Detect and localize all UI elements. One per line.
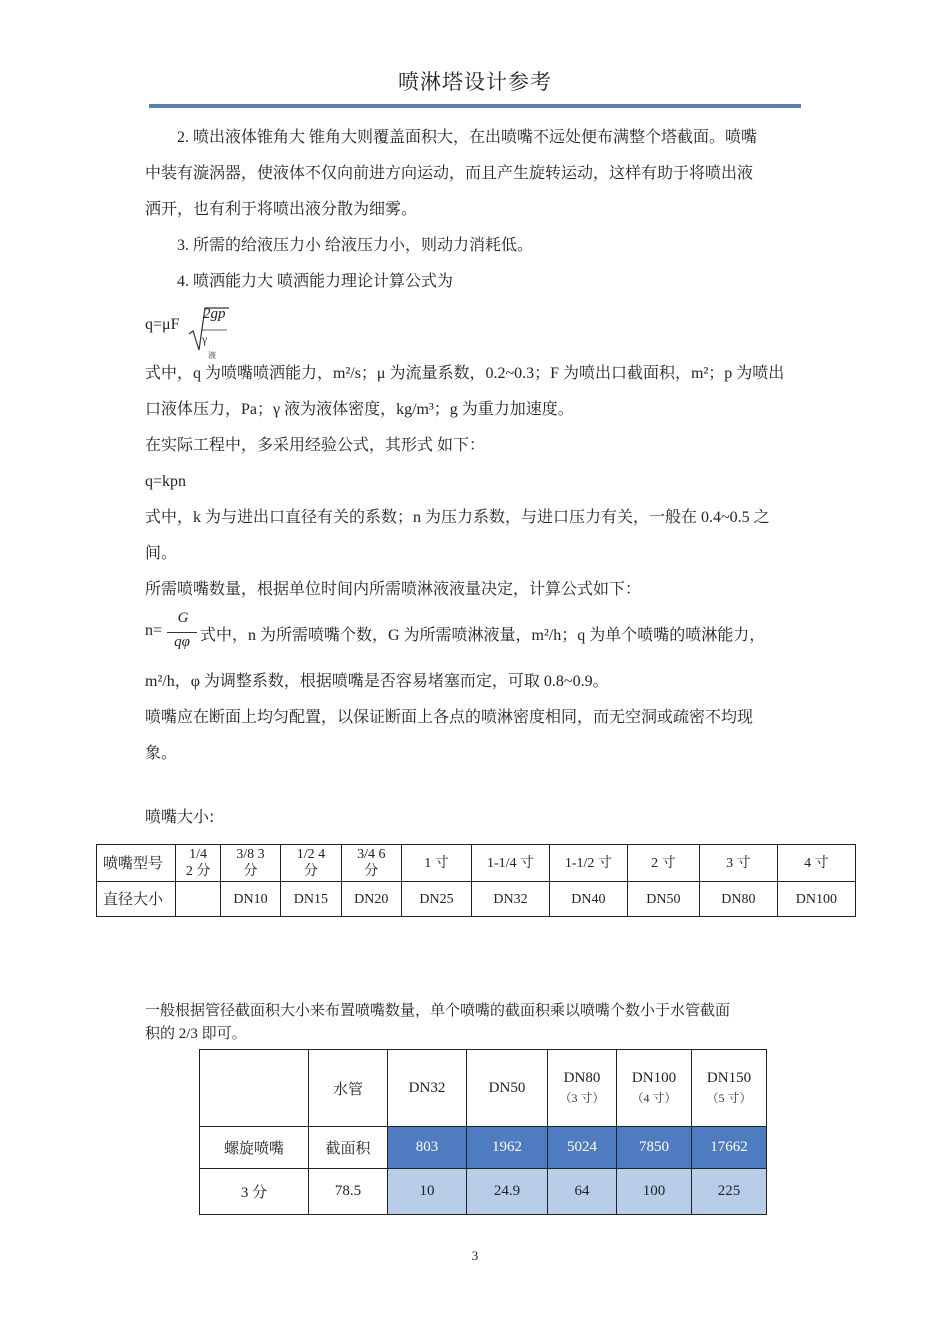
nozzle-size-table (96, 844, 856, 917)
table-cell-empty (200, 1050, 309, 1127)
table-cell: 1962 (467, 1127, 548, 1169)
table-cell: DN15 (281, 882, 341, 917)
paragraph-line: 所需喷嘴数量，根据单位时间内所需喷淋液液量决定，计算公式如下： (145, 581, 642, 598)
table-cell: 水管 (309, 1050, 388, 1127)
paragraph-line: 一般根据管径截面积大小来布置喷嘴数量，单个喷嘴的截面积乘以喷嘴个数小于水管截面 (145, 1003, 731, 1019)
paragraph-line: 式中，q 为喷嘴喷洒能力，m²/s；μ 为流量系数，0.2~0.3；F 为喷出口截面积，m²；p 为喷出 (145, 365, 785, 382)
table-cell: 1-1/2 寸 (549, 845, 627, 882)
formula-lhs: q=μF (145, 316, 180, 333)
paragraph-layout-rule (145, 1000, 810, 1046)
row-header: 喷嘴型号 (97, 845, 176, 882)
table-cell: 225 (692, 1169, 767, 1215)
table-cell: DN150 （5 寸） (692, 1050, 767, 1127)
table-cell: 78.5 (309, 1169, 388, 1215)
formula-explanation: 式中，n 为所需喷嘴个数，G 为所需喷淋液量，m²/h；q 为单个喷嘴的喷淋能力， (200, 627, 766, 644)
header-divider (149, 104, 801, 108)
formula-nozzle-count (145, 612, 825, 652)
table-cell: DN80 (699, 882, 777, 917)
fraction-denominator: qφ (174, 634, 190, 650)
formula-denominator: γ液 (202, 332, 216, 360)
paragraph-line: 象。 (145, 745, 178, 762)
table-row (200, 1127, 767, 1169)
cross-section-area-table (199, 1049, 767, 1215)
table-cell: 17662 (692, 1127, 767, 1169)
paragraph-line: 在实际工程中，多采用经验公式，其形式 如下： (145, 437, 486, 454)
fraction-bar (167, 632, 197, 633)
page-number: 3 (471, 1248, 479, 1263)
table-cell: DN50 (627, 882, 699, 917)
formula-numerator: 2gp (203, 306, 226, 322)
paragraph-line: 式中，k 为与进出口直径有关的系数；n 为压力系数，与进口压力有关，一般在 0.4~0.5 之 (145, 509, 770, 526)
table-cell: DN32 (472, 882, 550, 917)
table-cell: DN100 （4 寸） (617, 1050, 692, 1127)
table-cell: 4 寸 (777, 845, 855, 882)
section-label-nozzle-size: 喷嘴大小: (145, 807, 215, 826)
table-cell (176, 882, 220, 917)
table-cell: 截面积 (309, 1127, 388, 1169)
paragraph-capacity: 4. 喷洒能力大 喷洒能力理论计算公式为 (177, 273, 454, 290)
table-row (200, 1169, 767, 1215)
paragraph-cone-angle (145, 120, 810, 300)
row-header: 螺旋喷嘴 (200, 1127, 309, 1169)
table-cell: 5024 (548, 1127, 617, 1169)
page-header-title: 喷淋塔设计参考 (398, 70, 552, 94)
paragraph-line: 喷嘴应在断面上均匀配置，以保证断面上各点的喷淋密度相同，而无空洞或疏密不均现 (145, 709, 754, 726)
paragraph-line: 口液体压力，Pa；γ 液为液体密度，kg/m³；g 为重力加速度。 (145, 401, 574, 418)
table-row (97, 882, 856, 917)
table-cell: 3 寸 (699, 845, 777, 882)
table-cell: DN20 (341, 882, 401, 917)
table-cell: DN50 (467, 1050, 548, 1127)
table-row (97, 845, 856, 882)
table-cell: 3/8 3 分 (220, 845, 280, 882)
table-cell: 1-1/4 寸 (472, 845, 550, 882)
paragraph-pressure: 3. 所需的给液压力小 给液压力小，则动力消耗低。 (177, 237, 534, 254)
table-cell: DN32 (388, 1050, 467, 1127)
table-cell: 10 (388, 1169, 467, 1215)
paragraph-group-2 (145, 356, 810, 608)
table-cell: 24.9 (467, 1169, 548, 1215)
paragraph-line: m²/h，φ 为调整系数，根据喷嘴是否容易堵塞而定，可取 0.8~0.9。 (145, 673, 609, 690)
paragraph-line: 间。 (145, 545, 178, 562)
paragraph-line: 积的 2/3 即可。 (145, 1026, 247, 1042)
table-cell: 1/2 4 分 (281, 845, 341, 882)
formula-lhs: n= (145, 622, 163, 639)
table-cell: DN100 (777, 882, 855, 917)
table-row (200, 1050, 767, 1127)
paragraph-line: 中装有漩涡器，使液体不仅向前进方向运动，而且产生旋转运动，这样有助于将喷出液 (145, 165, 754, 182)
table-cell: 64 (548, 1169, 617, 1215)
paragraph-group-3 (145, 664, 810, 772)
formula-empirical: q=kpn (145, 473, 187, 490)
table-cell: 7850 (617, 1127, 692, 1169)
row-header: 3 分 (200, 1169, 309, 1215)
table-cell: DN40 (549, 882, 627, 917)
table-cell: 1 寸 (401, 845, 471, 882)
row-header: 直径大小 (97, 882, 176, 917)
paragraph-line: 2. 喷出液体锥角大 锥角大则覆盖面积大，在出喷嘴不远处便布满整个塔截面。喷嘴 (177, 129, 758, 146)
table-cell: 1/4 2 分 (176, 845, 220, 882)
table-cell: 100 (617, 1169, 692, 1215)
table-cell: 2 寸 (627, 845, 699, 882)
table-cell: DN80 （3 寸） (548, 1050, 617, 1127)
fraction-numerator: G (177, 610, 189, 626)
table-cell: 3/4 6 分 (341, 845, 401, 882)
table-cell: 803 (388, 1127, 467, 1169)
table-cell: DN10 (220, 882, 280, 917)
paragraph-line: 洒开，也有利于将喷出液分散为细雾。 (145, 201, 418, 218)
table-cell: DN25 (401, 882, 471, 917)
